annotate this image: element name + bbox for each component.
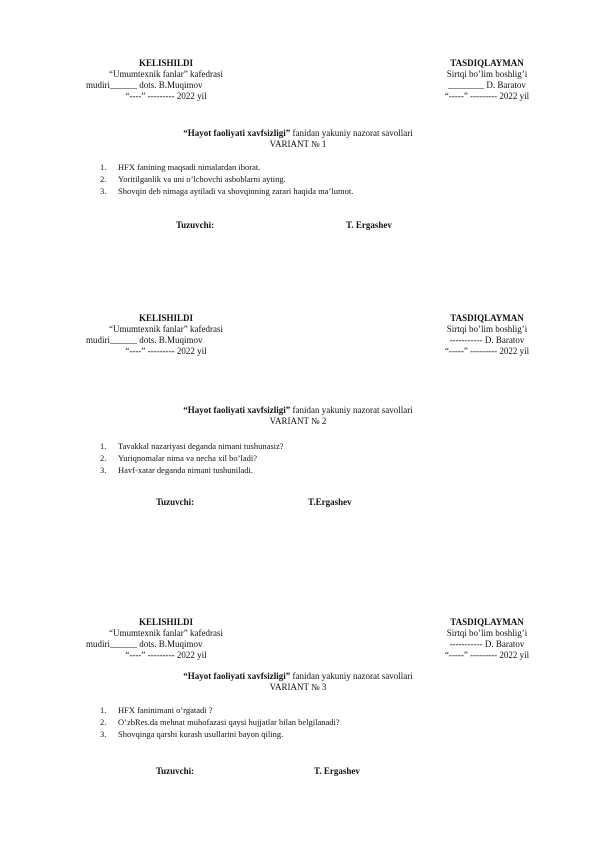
question-number: 1. bbox=[100, 705, 107, 715]
author-name: T.Ergashev bbox=[308, 497, 352, 507]
approval-left bbox=[86, 617, 246, 661]
approval-left-title: KELISHILDI bbox=[138, 617, 194, 627]
question-number: 3. bbox=[100, 186, 107, 196]
list-item bbox=[100, 716, 520, 728]
subject-rest: fanidan yakuniy nazorat savollari bbox=[290, 128, 413, 138]
list-item bbox=[100, 452, 520, 464]
variant-label: VARIANT № 1 bbox=[269, 139, 327, 149]
approval-left-dept: “Umumtexnik fanlar” kafedrasi bbox=[109, 324, 223, 334]
subject-line bbox=[100, 128, 496, 139]
question-list bbox=[100, 440, 520, 476]
question-text: Shovqinga qarshi kurash usullarini bayon qiling. bbox=[118, 729, 284, 739]
approval-left-title: KELISHILDI bbox=[138, 313, 194, 323]
approval-left-date: “----” --------- 2022 yil bbox=[125, 91, 207, 101]
question-text: HFX faninimani o’rgatadi ? bbox=[118, 705, 213, 715]
question-list bbox=[100, 161, 520, 197]
approval-right-date: “-----” --------- 2022 yil bbox=[444, 346, 530, 356]
question-text: Yuriqnomalar nima va necha xil bo’ladi? bbox=[118, 453, 258, 463]
approval-right-title: TASDIQLAYMAN bbox=[450, 58, 524, 68]
author-name: T. Ergashev bbox=[314, 766, 360, 776]
question-text: HFX fanining maqsadi nimalardan iborat. bbox=[118, 162, 261, 172]
list-item bbox=[100, 440, 520, 452]
approval-left-title: KELISHILDI bbox=[138, 58, 194, 68]
approval-right-dept: Sirtqi bo’lim boshlig’i bbox=[446, 628, 528, 638]
approval-left-head: mudiri______ dots. B.Muqimov bbox=[86, 335, 203, 345]
subject-line bbox=[100, 671, 496, 682]
list-item bbox=[100, 704, 520, 716]
approval-left-head: mudiri______ dots. B.Muqimov bbox=[86, 80, 203, 90]
approval-right bbox=[412, 58, 562, 102]
question-text: Tavakkal nazariyasi deganda nimani tushunasiz? bbox=[118, 441, 284, 451]
question-number: 1. bbox=[100, 441, 107, 451]
list-item bbox=[100, 464, 520, 476]
approval-right-head: ----------- D. Baratov bbox=[449, 335, 525, 345]
approval-left-head: mudiri______ dots. B.Muqimov bbox=[86, 639, 203, 649]
question-number: 1. bbox=[100, 162, 107, 172]
approval-left-dept: “Umumtexnik fanlar” kafedrasi bbox=[109, 69, 223, 79]
question-text: O’zbRes.da mehnat muhofazasi qaysi hujjatlar bilan belgilanadi? bbox=[118, 717, 340, 727]
list-item bbox=[100, 173, 520, 185]
author-name: T. Ergashev bbox=[346, 220, 392, 230]
approval-right bbox=[412, 313, 562, 357]
author-label: Tuzuvchi: bbox=[156, 766, 195, 776]
approval-left bbox=[86, 313, 246, 357]
approval-right bbox=[412, 617, 562, 661]
exam-title bbox=[100, 128, 496, 150]
question-number: 2. bbox=[100, 453, 107, 463]
question-number: 2. bbox=[100, 717, 107, 727]
exam-title bbox=[100, 405, 496, 427]
question-number: 3. bbox=[100, 465, 107, 475]
approval-right-date: “-----” --------- 2022 yil bbox=[444, 650, 530, 660]
approval-left-date: “----” --------- 2022 yil bbox=[125, 346, 207, 356]
approval-right-dept: Sirtqi bo’lim boshlig’i bbox=[446, 69, 528, 79]
subject-name: “Hayot faoliyati xavfsizligi” bbox=[183, 671, 291, 681]
question-text: Havf-xatar deganda nimani tushuniladi. bbox=[118, 465, 254, 475]
author-label: Tuzuvchi: bbox=[176, 220, 215, 230]
subject-line bbox=[100, 405, 496, 416]
question-number: 2. bbox=[100, 174, 107, 184]
question-text: Yoritilganlik va uni o’lchovchi asboblarni ayting. bbox=[118, 174, 286, 184]
approval-right-head: ----------- D. Baratov bbox=[449, 639, 525, 649]
approval-left bbox=[86, 58, 246, 102]
subject-rest: fanidan yakuniy nazorat savollari bbox=[290, 405, 413, 415]
list-item bbox=[100, 161, 520, 173]
list-item bbox=[100, 728, 520, 740]
list-item bbox=[100, 185, 520, 197]
approval-right-date: “-----” --------- 2022 yil bbox=[444, 91, 530, 101]
question-list bbox=[100, 704, 520, 740]
approval-left-dept: “Umumtexnik fanlar” kafedrasi bbox=[109, 628, 223, 638]
variant-label: VARIANT № 2 bbox=[269, 416, 327, 426]
exam-title bbox=[100, 671, 496, 693]
approval-right-title: TASDIQLAYMAN bbox=[450, 313, 524, 323]
approval-right-head: ________ D. Baratov bbox=[448, 80, 526, 90]
subject-name: “Hayot faoliyati xavfsizligi” bbox=[183, 128, 291, 138]
question-number: 3. bbox=[100, 729, 107, 739]
author-label: Tuzuvchi: bbox=[156, 497, 195, 507]
subject-rest: fanidan yakuniy nazorat savollari bbox=[290, 671, 413, 681]
approval-left-date: “----” --------- 2022 yil bbox=[125, 650, 207, 660]
question-text: Shovqin deb nimaga aytiladi va shovqinning zarari haqida ma’lumot. bbox=[118, 186, 354, 196]
approval-right-dept: Sirtqi bo’lim boshlig’i bbox=[446, 324, 528, 334]
approval-right-title: TASDIQLAYMAN bbox=[450, 617, 524, 627]
subject-name: “Hayot faoliyati xavfsizligi” bbox=[183, 405, 291, 415]
variant-label: VARIANT № 3 bbox=[269, 682, 327, 692]
